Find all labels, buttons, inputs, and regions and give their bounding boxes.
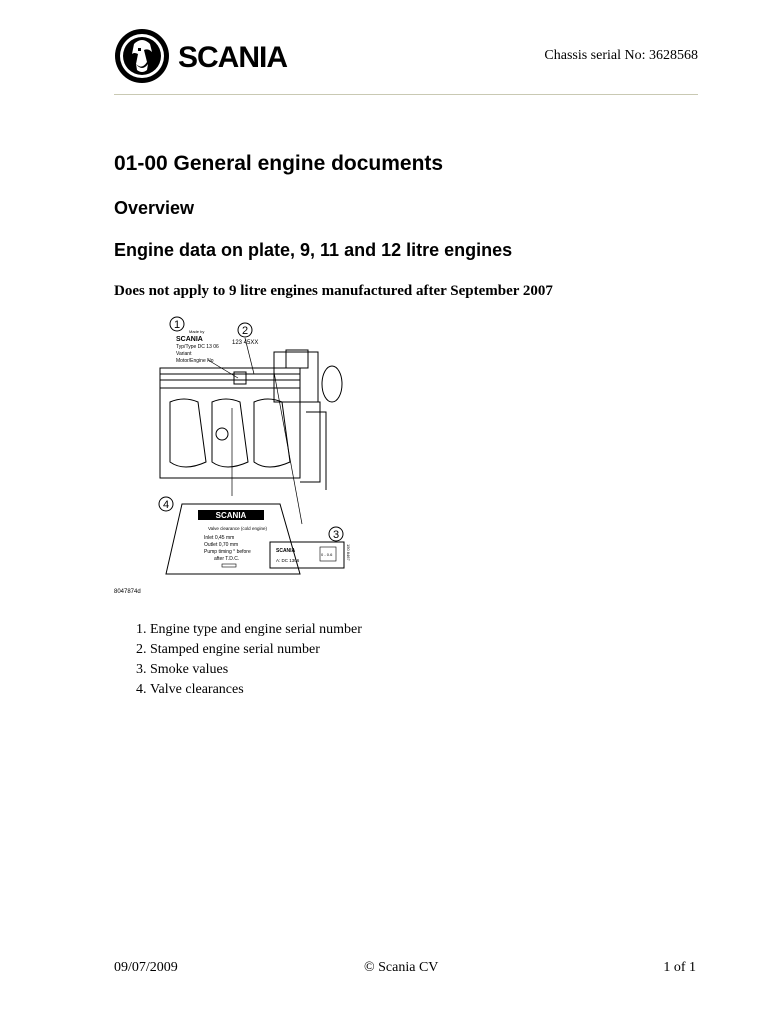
leader-lines (208, 338, 302, 524)
plate-type: Typ/Type DC 13 06 (176, 344, 219, 350)
engine-block-drawing (160, 350, 342, 490)
footer-page-number: 1 of 1 (663, 960, 696, 975)
valve-plate-title: Valve clearance (cold engine) (208, 526, 267, 531)
header-divider (114, 94, 698, 95)
valve-plate-pump: Pump timing ° before (204, 549, 251, 555)
plate-variant: Variant (176, 351, 192, 357)
list-item: 4. Valve clearances (150, 680, 362, 700)
valve-plate-inlet: Inlet 0,45 mm (204, 535, 235, 541)
brand-wordmark: SCANIA (178, 41, 288, 74)
scania-logo (114, 26, 324, 86)
figure-code: 8047874d (114, 589, 141, 595)
smoke-plate-side-code: 150 8467 (346, 544, 351, 561)
griffin-emblem-icon (115, 29, 169, 83)
stamp-number: 123 45XX (232, 340, 259, 346)
applicability-note: Does not apply to 9 litre engines manufactured after September 2007 (114, 283, 553, 299)
callout-2: 2 (241, 325, 249, 337)
list-item: 2. Stamped engine serial number (150, 640, 362, 660)
list-item: 1. Engine type and engine serial number (150, 620, 362, 640)
legend-list (114, 620, 362, 700)
chassis-serial: Chassis serial No: 3628568 (544, 48, 698, 63)
smoke-plate-code: A: DC 1306 (276, 558, 300, 563)
callout-1: 1 (173, 319, 181, 331)
subsection-heading: Engine data on plate, 9, 11 and 12 litre engines (114, 240, 513, 260)
callout-4: 4 (162, 499, 170, 511)
plate-engine-no: Motor/Engine No (176, 358, 214, 364)
page-title: 01-00 General engine documents (114, 152, 444, 175)
smoke-plate-value: 0 - 0.6 (321, 552, 333, 557)
callout-3: 3 (332, 529, 340, 541)
valve-plate-outlet: Outlet 0,70 mm (204, 542, 239, 548)
footer-copyright: © Scania CV (364, 960, 439, 975)
valve-plate-brand: SCANIA (215, 511, 247, 520)
footer-date: 09/07/2009 (114, 960, 178, 975)
page-header (114, 24, 698, 96)
plate-brand: SCANIA (176, 336, 203, 343)
list-item: 3. Smoke values (150, 660, 362, 680)
smoke-plate-outline (270, 542, 344, 568)
plate-made-by: Made by (189, 329, 205, 334)
engine-plate-diagram (114, 312, 364, 600)
smoke-plate-brand: SCANIA (276, 548, 296, 554)
valve-plate-tdc: after T.D.C. (214, 556, 240, 562)
section-heading: Overview (114, 198, 195, 218)
